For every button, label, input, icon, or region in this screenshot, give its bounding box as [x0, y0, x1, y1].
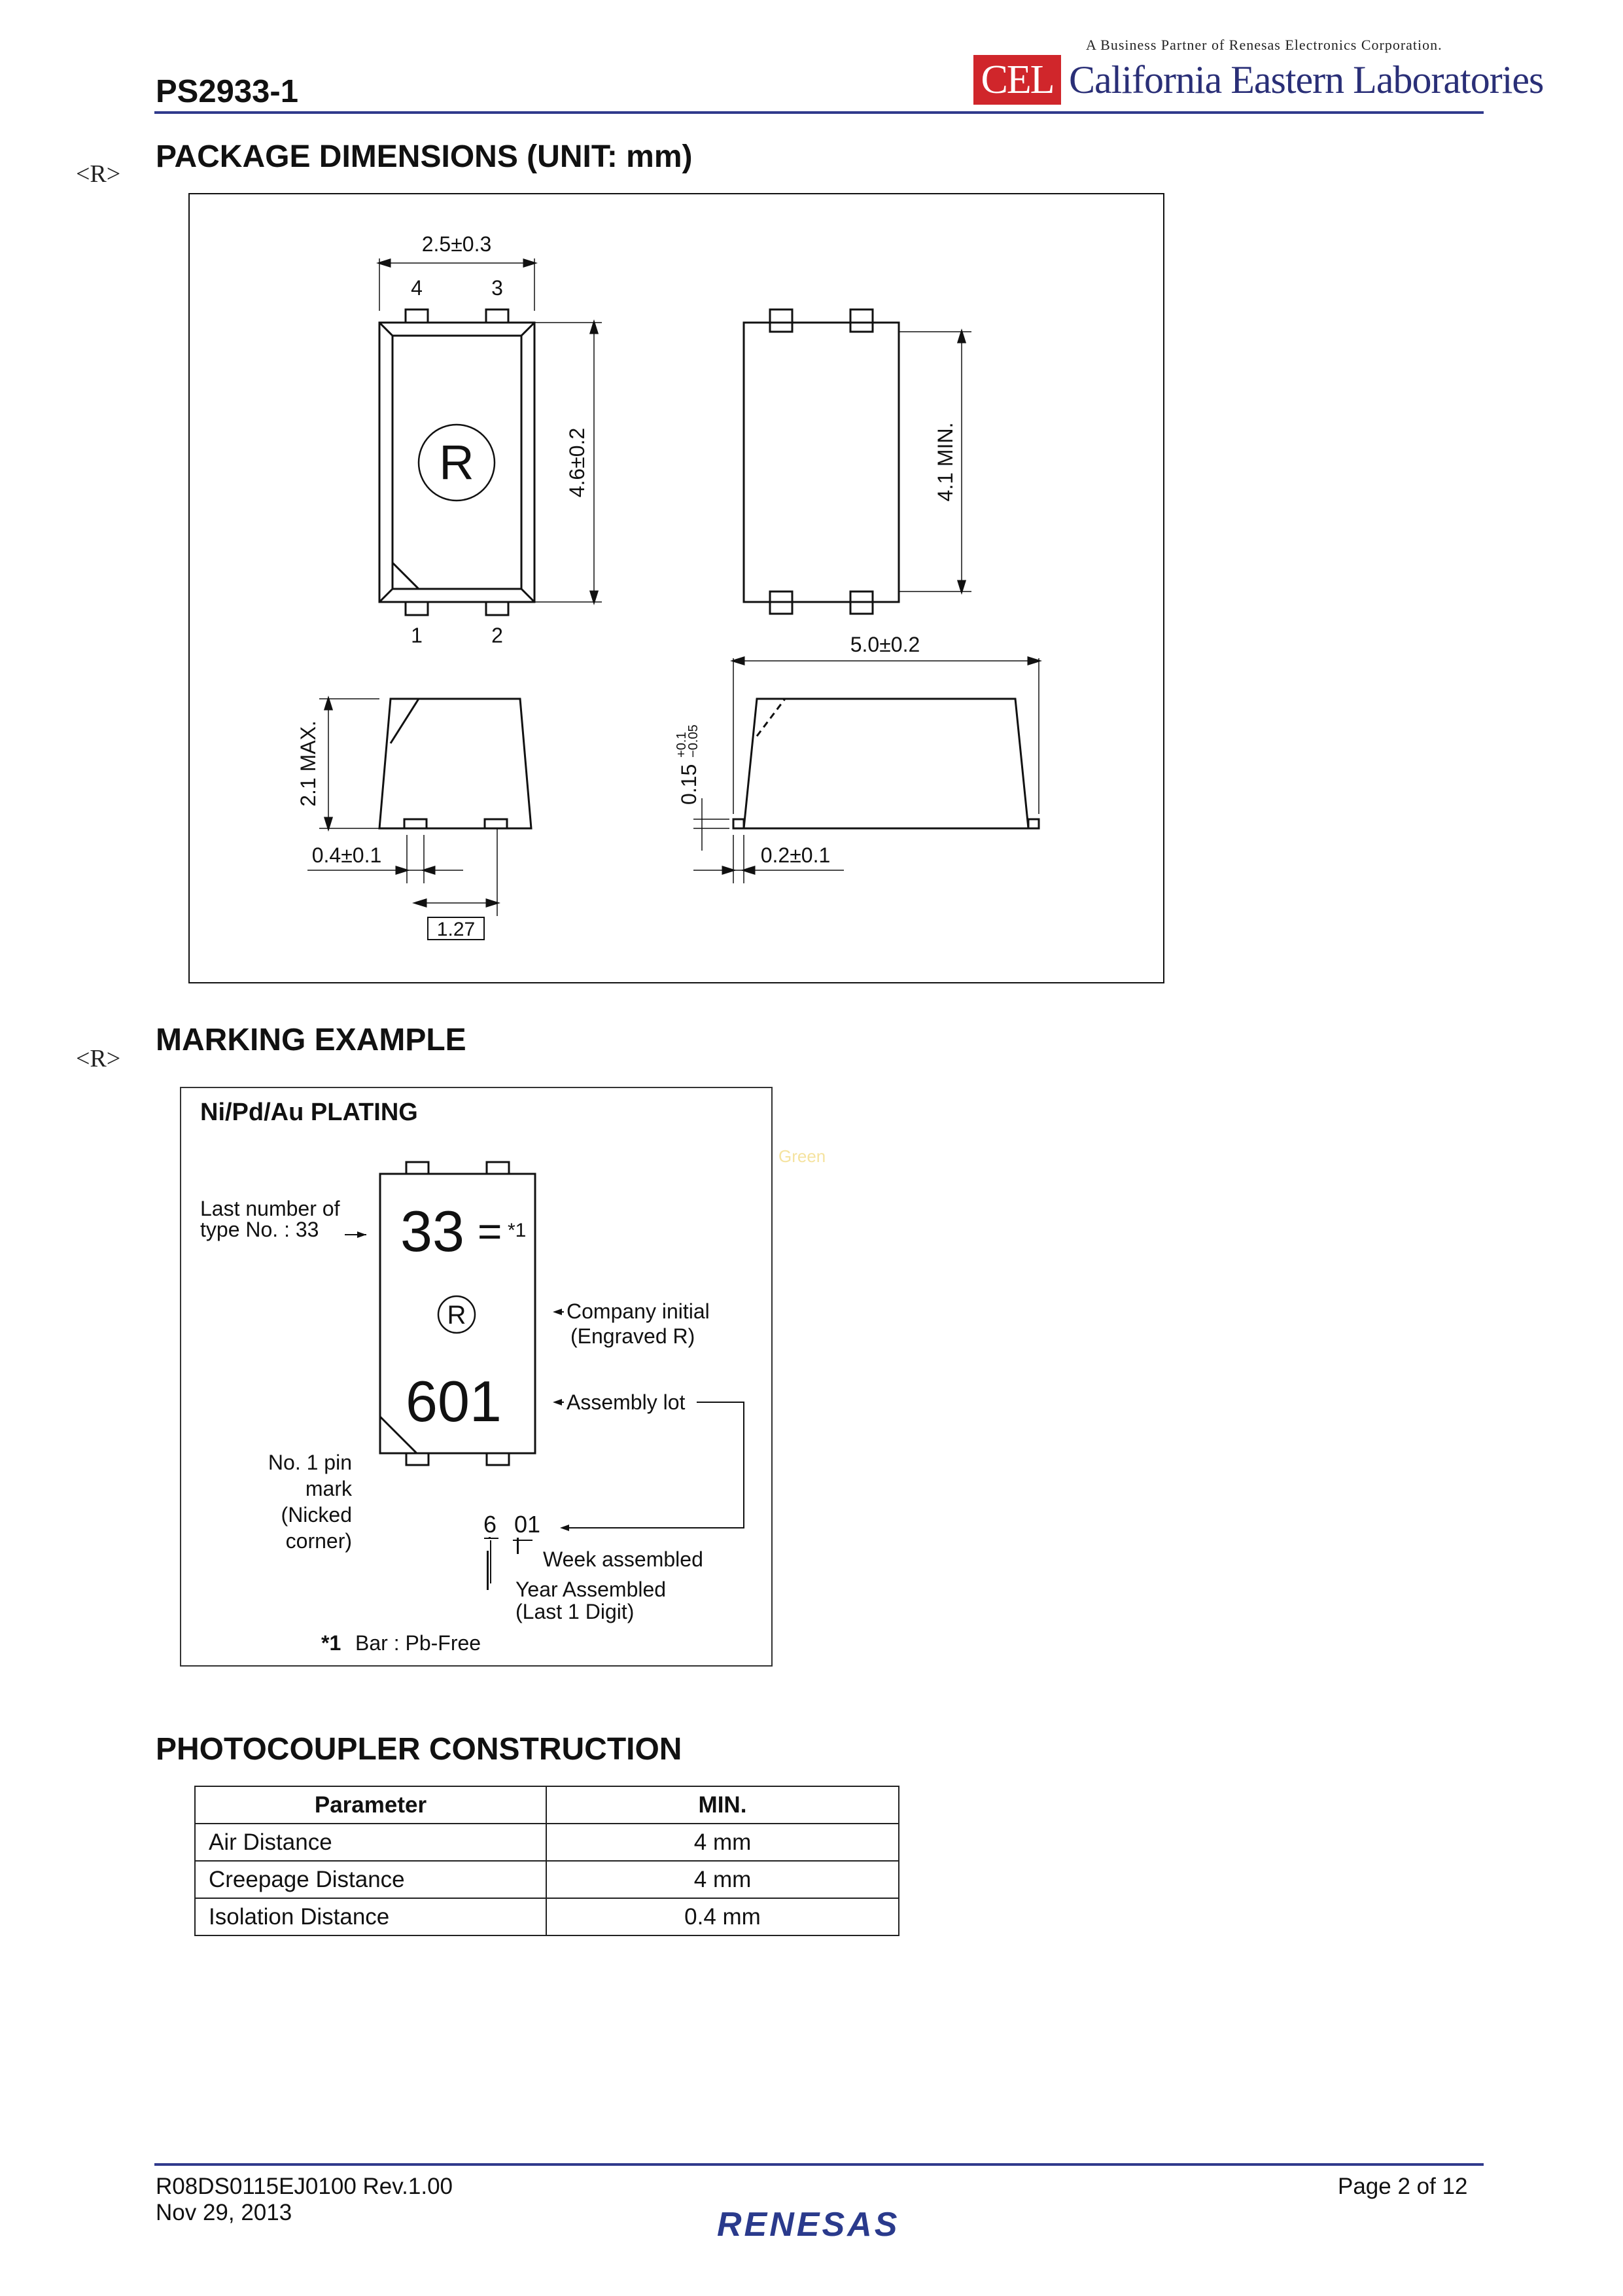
pitch-dim: 1.27 [436, 919, 476, 940]
side-view [307, 699, 531, 940]
pin-4-label: 4 [411, 276, 423, 300]
min-value-cell: 4 mm [546, 1824, 899, 1861]
standoff-tol-plus: +0.1 [674, 732, 689, 758]
part-number: PS2933-1 [156, 74, 298, 109]
min-value-cell: 4 mm [546, 1861, 899, 1898]
page-number: Page 2 of 12 [1338, 2174, 1468, 2199]
standoff-tol-minus: −0.05 [686, 724, 701, 758]
lot-number: 601 [406, 1369, 502, 1434]
end-view [693, 658, 1039, 883]
top-width-dim: 2.5±0.3 [421, 232, 492, 256]
pin1-mark-line2: mark [305, 1477, 352, 1500]
pin1-mark-line4: corner) [285, 1529, 352, 1553]
pin-2-label: 2 [491, 624, 503, 647]
table-row [195, 1824, 899, 1861]
marking-logo-letter: R [447, 1301, 466, 1330]
package-dimensions-title: PACKAGE DIMENSIONS (UNIT: mm) [156, 139, 693, 174]
parameter-cell: Creepage Distance [195, 1861, 546, 1898]
renesas-logo: RENESAS [717, 2206, 900, 2244]
table-header-row [195, 1786, 899, 1824]
footer-rule [154, 2163, 1484, 2166]
header-rule [154, 111, 1484, 114]
week-assembled-label: Week assembled [543, 1547, 703, 1571]
parameter-cell: Isolation Distance [195, 1898, 546, 1935]
pin-3-label: 3 [491, 276, 503, 300]
construction-table [194, 1786, 899, 1936]
company-name: California Eastern Laboratories [1069, 58, 1544, 101]
pin1-mark-line1: No. 1 pin [268, 1451, 352, 1474]
table-row [195, 1898, 899, 1935]
top-logo-letter: R [439, 435, 474, 489]
plating-label: Ni/Pd/Au PLATING [200, 1099, 418, 1126]
footnote-text: Bar : Pb-Free [355, 1631, 481, 1655]
marking-example-drawing [179, 1086, 826, 1667]
revision-mark: <R> [76, 1045, 121, 1072]
company-initial-line1: Company initial [567, 1299, 710, 1323]
side-height-dim: 2.1 MAX. [296, 720, 320, 807]
standoff-dim: 0.15 [677, 764, 701, 805]
type-label-line2: type No. : 33 [200, 1218, 319, 1241]
year-assembled-line1: Year Assembled [515, 1578, 667, 1601]
assembly-lot-label: Assembly lot [567, 1390, 686, 1414]
bar-note-ref: *1 [508, 1220, 527, 1241]
bottom-length-dim: 4.1 MIN. [934, 422, 957, 502]
top-height-dim: 4.6±0.2 [565, 427, 589, 498]
package-dimensions-drawing [188, 192, 1165, 984]
pin-1-label: 1 [411, 624, 423, 647]
type-label-line1: Last number of [200, 1197, 340, 1220]
cel-logo: CEL [973, 55, 1061, 105]
revision-mark: <R> [76, 160, 121, 188]
lot-week-digits: 01 [514, 1511, 541, 1538]
doc-date: Nov 29, 2013 [156, 2200, 292, 2225]
bar-symbol: = [478, 1208, 502, 1255]
green-watermark: Green [778, 1146, 826, 1166]
year-assembled-line2: (Last 1 Digit) [515, 1600, 635, 1623]
doc-number: R08DS0115EJ0100 Rev.1.00 [156, 2174, 453, 2199]
lead-width-dim: 0.4±0.1 [311, 843, 382, 867]
company-initial-line2: (Engraved R) [570, 1324, 695, 1348]
partner-tagline: A Business Partner of Renesas Electronics Corporation. [1086, 37, 1442, 53]
footnote-ref: *1 [321, 1631, 341, 1655]
min-value-cell: 0.4 mm [546, 1898, 899, 1935]
table-row [195, 1861, 899, 1898]
type-number: 33 [400, 1199, 464, 1263]
header-parameter: Parameter [195, 1786, 546, 1824]
construction-title: PHOTOCOUPLER CONSTRUCTION [156, 1732, 682, 1767]
pin1-mark-line3: (Nicked [281, 1503, 352, 1527]
lead-thickness-dim: 0.2±0.1 [760, 843, 831, 867]
parameter-cell: Air Distance [195, 1824, 546, 1861]
end-length-dim: 5.0±0.2 [850, 633, 920, 656]
header-min: MIN. [546, 1786, 899, 1824]
lot-year-digit: 6 [483, 1511, 497, 1538]
marking-example-title: MARKING EXAMPLE [156, 1023, 466, 1057]
